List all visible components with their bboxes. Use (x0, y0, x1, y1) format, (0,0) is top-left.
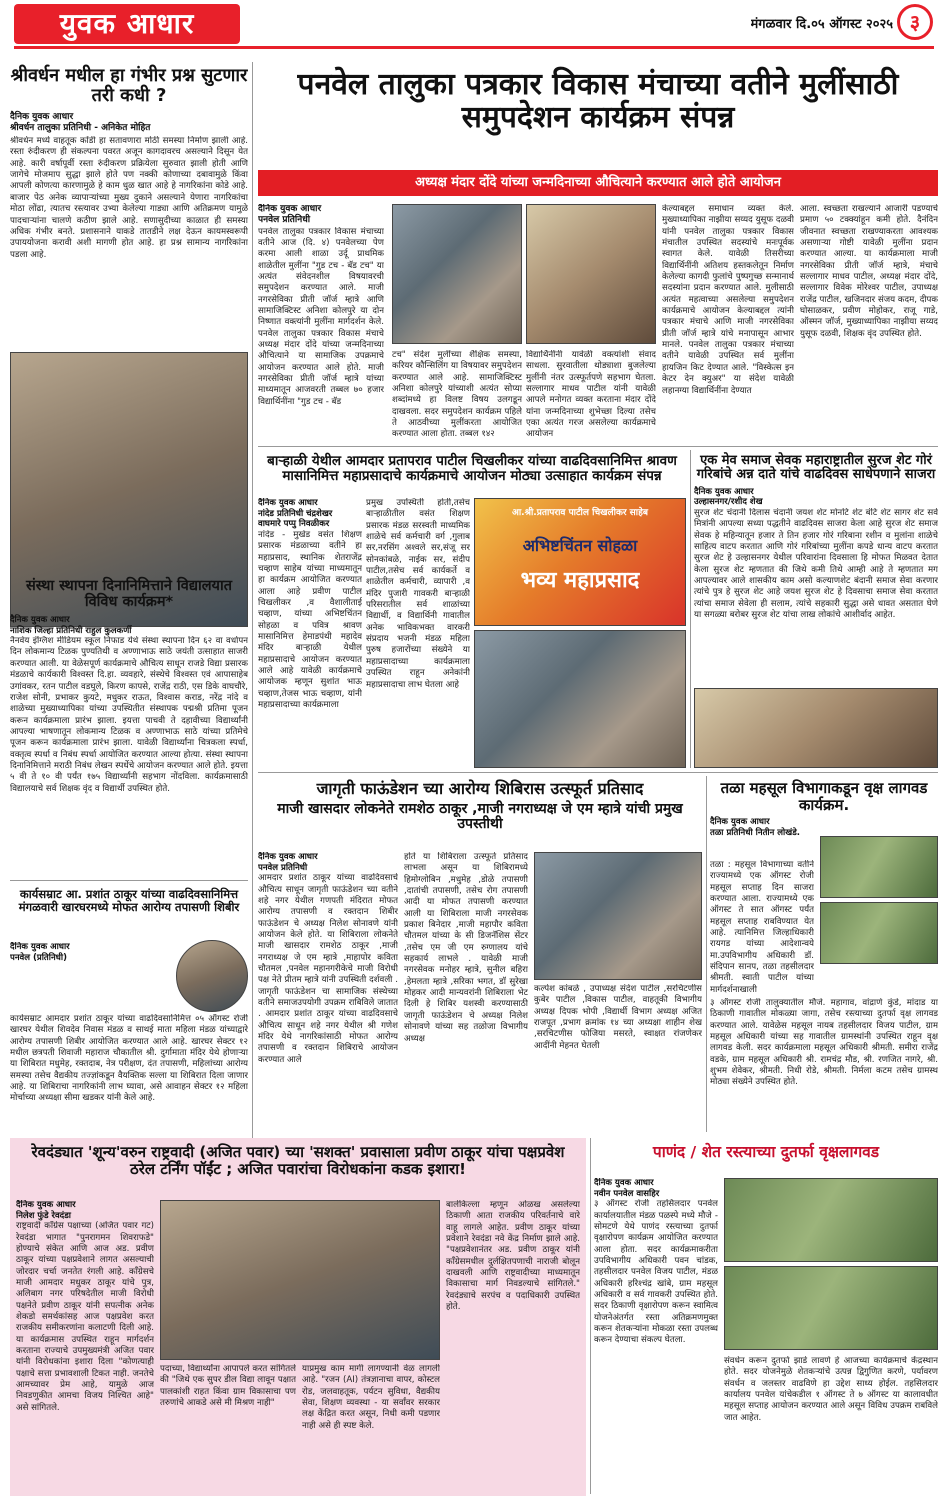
jagruti-byline: दैनिक युवक आधार पनवेल प्रतिनिधी (258, 852, 318, 873)
mahaprasad-byline: दैनिक युवक आधार नांदेड प्रतिनिधी चंद्रशेखर वाघमारे पप्पु निवळीकर (258, 498, 333, 530)
sanstha-body: नैनवेय इंग्लिश मीडियम स्कूल निफाड येथे संस्था स्थापना दिन ६२ वा वर्धापन दिन लोकमान्य टिळक पुण्यतिथी व अण्णाभाऊ साठे जयंती उत्साहात साजरी करण्यात आली. या वेळेसपूर्ण कार्यक्रमाचे औचित्य साधून राजडे विद्या प्रसारक मंडळाचे कार्यकारी विश्वस्त दि.हा. व्यवहारे, संस्थेचे विश्वस्त एवं आपासाहेब उगांवकर, रतन पाटील वडघुले, किरण कापसे, राजेंद्र राठी, एस डिके वाघचौरे, राजेश सोनी, प्रभाकर कुयटे, मधुकर राऊत, विश्वास कराड, नरेंद्र नांदे व शाळेच्या मुख्याध्यापिका यांच्या उपस्थितीत संस्थापक पद्मश्री प्रतिमा पूजन करून कार्यक्रमाला प्रारंभ झाला. इयत्ता पाचवी ते दहावीच्या विद्यार्थ्यांनी आपल्या भाषणातून लोकमान्य टिळक व अण्णाभाऊ साठे यांच्या प्रतिमेचे पूजन करून कार्यक्रमाला प्रारंभ झाला. यावेळी विद्यार्थ्यांना चित्रकला स्पर्धा, वक्तृत्व स्पर्धा व निबंध स्पर्धा आयोजित करण्यात आल्या होत्या. संस्था स्थापना दिनानिमित्ताने मराठी निबंध लेखन स्पर्धेचे आयोजन करण्यात आले होते. इयत्ता ५ वी ते १० वी पर्यंत १७५ विद्यार्थ्यांनी सहभाग नोंदविला. कार्यक्रमासाठी विद्यालयाचे सर्व शिक्षक वृंद व विद्यार्थी उपस्थित होते. (10, 636, 248, 794)
lead-col2-text: टच" संदेश मुलींच्या शैक्षिक समस्या, करियर कौन्सिलिंग या विषयावर समुपदेशन करण्यात आले आहे. सामाजिक्टिस्ट अनिशा कोलपुरे यांच्याशी अत्यंत सोप्या शब्दांमध्ये हा विलष्ट विषय उलगडून दाखवला. सदर समुपदेशन कार्यक्रम पहिले ते आठवीच्या मुलींकरता आयोजित करण्यात आला होता. तब्बल १४२ (392, 350, 522, 440)
health-camp-body: कार्यसम्राट आमदार प्रशांत ठाकूर यांच्या वाढदिवसानिमित्त ०५ ऑगस्ट रोजी खारघर येथील शिवदेव निवास मंडळ व साथई माता महिला मंडळ यांच्याद्वारे आरोग्य तपासणी शिबीर आयोजित करण्यात आले आहे. खारघर सेक्टर १२ मधील छत्रपती शिवाजी महाराज चौकातील श्री. दुर्गामाता मंदिर येथे होणाऱ्या या शिबिरात मधुमेह, रक्तदाब, नेत्र परीक्षण, दंत तपासणी, महिलांच्या आरोग्य समस्या तसेच वैद्यकीय तज्ज्ञांकडून वैयक्तिक सल्ला या शिबिरात दिला जाणार आहे. या शिबिराचा नागरिकांनी लाभ घ्यावा, असे आवाहन सेक्टर १२ महिला मोर्चाच्या अध्यक्षा सीमा खडकर यांनी केले आहे. (10, 1014, 248, 1104)
lead-col5-text: आला. स्वच्छता राखल्याने आजारी पडण्याचे प्रमाण ५० टक्क्यांहून कमी होते. दैनंदिन जीवनात स्वच्छता राखण्याकरता आवश्यक असणाऱ्या गोष्टी यावेळी मुलींना प्रदान करण्यात आल्या. या कार्यक्रमाला माजी नगरसेविका प्रीती जॉर्ज म्हात्रे, मंचाचे सल्लागार माधव पाटील, अध्यक्ष मंदार दोंदे, सल्लागार विवेक मोरेश्वर पाटील, उपाध्यक्ष राजेंद्र पाटील, खजिनदार संजय कदम, दीपक घोसाळकर, प्रवीण मोहोकर, राजू गाडे, ऑस्मन जॉर्ज, मुख्याध्यापिका नाझीया सय्यद युसूफ दळवी, शिक्षक वृंद उपस्थित होते. (800, 204, 938, 339)
column-divider (590, 1138, 591, 1494)
masthead-rule (14, 46, 934, 49)
mahaprasad-title: बाऱ्हाळी येथील आमदार प्रतापराव पाटील चिखलीकर यांच्या वाढदिवसानिमित्त श्रावण मासानिमित्त महाप्रसादाचे कार्यक्रमाचे आयोजन मोठ्या उत्साहात कार्यक्रम संपन्न (267, 453, 677, 484)
lead-col1-text: पनवेल तालुका पत्रकार विकास मंचाच्या वतीने आज (दि. ४) पनवेलच्या पेण करमा आली शाळा उर्दू प्राथमिक शाळेतील मुलींना "गुड टच - बॅड टच" या अत्यंत संवेदनशील विषयावरची समुपदेशन करण्यात आले. माजी नगरसेविका प्रीती जॉर्ज म्हात्रे आणि सामाजिक्टिस्ट अनिशा कोलपुरे या दोन निष्णात वक्त्यांनी मुलींना मार्गदर्शन केले. पनवेल तालुका पत्रकार विकास मंचाचे अध्यक्ष मंदार दोंदे यांच्या जन्मदिनाच्या औचित्याने या सामाजिक उपक्रमाचे आयोजन करण्यात आले होते. माजी नगरसेविका प्रीती जॉर्ज म्हात्रे यांच्या माध्यमातून आजवरती तब्बल ७० हजार विद्यार्थिनींना "गुड टच - बॅड (258, 226, 384, 407)
paand-title: पाणंद / शेत रस्त्याच्या दुतर्फा वृक्षलागवड (652, 1143, 880, 1161)
lead-title: पनवेल तालुका पत्रकार विकास मंचाच्या वतीने मुलींसाठी समुपदेशन कार्यक्रम संपन्न (297, 67, 899, 135)
photo-tala-plantation-1 (820, 836, 938, 898)
photo-event-group (392, 204, 522, 344)
story-byline: दैनिक युवक आधार श्रीवर्धन तालुका प्रतिनिधी - अनिकेत मोहित (10, 111, 151, 133)
lead-col3-text: विद्यार्थिनींनी यावेळी वक्त्यांशी संवाद साधला. सुरवातीला थोड्याशा बुजलेल्या मुलींनी नंतर उत्स्फूर्तपणे सहभाग घेतला. सल्लागार माधव पाटील यांनी यावेळी आपले मनोगत व्यक्त करताना मंदार दोंदे यांना जन्मदिनाच्या शुभेच्छा दिल्या तसेच एका अत्यंत गरज असलेल्या कार्यक्रमाचे आयोजन (526, 350, 656, 440)
photo-paand-group (724, 1178, 938, 1262)
photo-tala-plantation-2 (820, 902, 938, 964)
photo-health-camp (534, 852, 702, 980)
poster-text-1: आ.श्री.प्रतापराव पाटील चिखलीकर साहेब (511, 508, 649, 518)
jagruti-col2-text: होते या शिबिराला उत्स्फूर्त प्रतिसाद लाभला असून या शिबिरामध्ये हिमोग्लोबिन ,मधुमेह ,डोळे तपासणी ,दातांची तपासणी, तसेच रोग तपासणी आदी या मोफत तपासणी करण्यात आली या शिबिराला माजी नगरसेवक प्रकाश बिनेदार ,माजी महापौर कविता चौतमल यांच्या के सी डिजनॅशिस सेंटर ,तसेच एम जी एम रुग्णालय यांचे सहकार्य लाभले . यावेळी माजी नगरसेवक मनोहर म्हात्रे, सुनील बहिरा ,हेमलता म्हात्रे ,सरिका भगत, डॉ सुरेखा मोहकर आदी मान्यवरांनी शिबिराला भेट दिली हे शिबिर यशस्वी करण्यासाठी जागृती फाऊंडेशन चे अध्यक्ष निलेश सोनावणे यांच्या सह तळोजा विभागीय अध्यक्ष (404, 852, 528, 1044)
lead-banner: अध्यक्ष मंदार दोंदे यांच्या जन्मदिनाच्या औचित्याने करण्यात आले होते आयोजन (258, 170, 938, 196)
column-divider (690, 450, 691, 768)
photo-suraj-celebration (694, 688, 938, 768)
health-camp-title: कार्यसम्राट आ. प्रशांत ठाकूर यांच्या वाढदिवसानिमित्त मंगळवारी खारघरमध्ये मोफत आरोग्य तपासणी शिबीर (18, 887, 240, 914)
section-divider (258, 772, 938, 773)
jagruti-col3-text: कल्पेश कांबळे , उपाध्यक्ष संदेश पाटील ,सरचिटणीस कुबेर पाटील ,विकास पाटील, वाहतूकी विभागीय अध्यक्ष दिपक भोपी ,विद्यार्थी विभाग अध्यक्ष अजित राजपूत ,प्रभाग क्रमांक १४ च्या अध्यक्षा शाहीन शेख ,सरचिटणीस फोजिया मसरते, स्वाक्षत रांजणेकर आदींनी मेहनत घेतली (534, 984, 702, 1051)
paand-col1 (594, 1178, 718, 1494)
section-divider (10, 880, 248, 881)
ncp-col2-text: पदाच्या, विद्यार्थ्यांना आपापले करत सांगितले की "जिथे एक सुपर डील विद्या लावून पक्षात पालकांशी राहत किंवा ग्राम विकासाचा पण तरुणांचे आकडे असे मी मिश्रण नाही" (160, 1364, 296, 1409)
tala-title: तळा महसूल विभागाकडून वृक्ष लागवड कार्यक्रम. (720, 779, 928, 814)
lead-story (258, 62, 938, 482)
poster-text-2: अभिष्टचिंतन सोहळा (522, 536, 638, 555)
suraj-body: सुरज शेट चंदानी दिलास चंदानी जयश शेट मोनटि शेट बंटि शेट सागर शेट सर्व मित्रांनी आपल्या सध्या पद्धतीने वाढदिवस साजरा केला आहे सुरज शेट समाज सेवक हे महिन्यातून हजार ते तिन हजार गोरं गरिबाना रशीन व मुलांना शाळेचे साहित्य वाटप करतात आणि गोरं गरिबांच्या मुलींना कपडे धान्य वाटप करतात सुरज शेट हे उल्हासनगर येथील परिवारांना दिवसाला हि मोफत मिळवत देतात केला सुरज शेट म्हणतात की जिथे कमी तिथे आम्ही आहे ते म्हणतात मग आपल्यावर आले शासकीय काम असो कल्याणशेट बंदानी समाज सेवा करणार त्यांचे पुत्र हे सुरज शेट आहे जयश सुरज शेट हे दिवसाचा समाज सेवा करतात त्यांचा समाज सेवेला ही सलाम, त्यांचे सहकारी सुद्धा असे धावत असतात घेणे या सगळ्या बरोबर सुरज शेट यांचा लाख लोकांचे आशीर्वाद आहेत. (694, 507, 938, 620)
story-sanstha (10, 575, 248, 875)
photo-mahaprasad-crowd (474, 630, 686, 768)
newspaper-logo: युवक आधार (14, 4, 240, 44)
tala-col1-text: तळा : महसूल विभागाच्या वतीने राज्यामध्ये एक ऑगस्ट रोजी महसूल सप्ताह दिन साजरा करण्यात आला. राज्यामध्ये एक ऑगस्ट ते सात ऑगस्ट पर्यंत महसूल सप्ताह राबविण्यात येत आहे. त्यानिमित्त जिल्हाधिकारी रायगड यांच्या आदेशान्वये मा.उपविभागीय अधिकारी डॉ. संदिपान सानप, तळा तहसीलदार श्रीमती. स्वाती पाटील यांच्या मार्गदर्शनाखाली (710, 860, 814, 995)
photo-ncp-event (160, 1200, 440, 1360)
issue-date: मंगळवार दि.०५ ऑगस्ट २०२५ (750, 17, 893, 32)
sanstha-byline: दैनिक युवक आधार नाशिक जिल्हा प्रतिनिधी राहुल कुलकर्णी (10, 614, 132, 636)
tala-col2-text: ३ ऑगस्ट रोजी तालुक्यातील मौजे. महागाव, वांद्राणे कुंडे, मांदाड या ठिकाणी गावातील मोकळ्या जागा, तसेच रस्त्याच्या दुतर्फा वृक्ष लागवड करण्यात आले. यावेळेस महसूल नायब तहसीलदार विजय पाटील, ग्राम महसूल अधिकारी यांच्या सह गावातील ग्रामस्थांनी उपस्थित राहून वृक्ष लागवड केली. सदर कार्यक्रमाला महसूल अधिकारी श्रीमती. समीरा राजेंद्र वडके, ग्राम महसूल अधिकारी श्री. रामचंद्र मौड, श्री. रणजित नागरे, श्री. शुभम शेवेकर, श्रीमती. निधी रोडे, श्रीमती. निर्मला कटम तसेच ग्रामस्थ मोठ्या संख्येने उपस्थित होते. (710, 998, 938, 1088)
mahaprasad-col1 (258, 498, 362, 768)
story-jagruti (258, 776, 702, 1136)
page-number: ३ (897, 4, 933, 40)
health-camp-byline: दैनिक युवक आधार पनवेल (प्रतिनिधी) (10, 942, 70, 963)
suraj-byline: दैनिक युवक आधार उल्हासनगर/रशीद शेख (694, 486, 763, 508)
story-suraj-shet (694, 450, 938, 770)
story-title: श्रीवर्धन मधील हा गंभीर प्रश्न सुटणार तरी कधी ? (10, 65, 248, 106)
ncp-byline: दैनिक युवक आधार निलेश फुंडे रेवदंडा (16, 1200, 76, 1221)
ncp-col1 (16, 1200, 154, 1492)
jagruti-col1 (258, 852, 398, 1136)
sanstha-title: संस्था स्थापना दिनानिमित्ताने विद्यालयात विविध कार्यक्रम* (25, 578, 232, 610)
suraj-title: एक मेव समाज सेवक महाराष्ट्रातील सुरज शेट गोरं गरिबांचे अन्न दाते यांचे वाढदिवस साधेपणाने साजरा (696, 453, 936, 483)
paand-byline: दैनिक युवक आधार नवीन पनवेल वासहिर (594, 1178, 660, 1199)
poster-text-3: भव्य महाप्रसाद (520, 568, 640, 593)
ncp-title: रेवदंड्यात 'शून्य'वरुन राष्ट्रवादी (अजित पवार) च्या 'सशक्त' प्रवासाला प्रवीण ठाकूर यांचा पक्षप्रवेश ठरेल टर्निंग पॉईंट ; अजित पवारांचा विरोधकांना कडक इशारा! (31, 1143, 565, 1178)
mahaprasad-col2-text: प्रमुख उपस्थिती होती,तसेच बाऱ्हाळीतील वसंत शिक्षण प्रसारक मंडळ सरस्वती माध्यमिक शाळेचे सर्व कर्मचारी वर्ग ,गुलाब सर,नरसिंग अश्वले सर,संजू सर सोनकांबळे, नाईक सर, संदीप पाटील,तसेच सर्व कार्यकर्ते व शाळेतील कर्मचारी, व्यापारी ,व मंदिर पुजारी गावकरी बाऱ्हाळी परिसरातील सर्व शाळांच्या विद्यार्थी, व विद्यार्थिनी गावातील अनेक भाविकभक्त वारकरी संप्रदाय भजनी मंडळ महिला पुरुष हजारोंच्या संख्येने या महाप्रसादाच्या कार्यक्रमाला उपस्थित राहून अनेकांनी महाप्रसादाचा लाभ घेतला आहे (366, 498, 470, 690)
story-mahaprasad (258, 450, 686, 770)
mahaprasad-poster (474, 498, 686, 626)
photo-prashant-thakur (176, 940, 248, 1012)
health-camp-text-wrap (10, 942, 170, 1012)
ncp-col3-text: याप्रमुख काम मागी लागण्यानी वेळ लागली आहे. "रजन (AI) तंत्रज्ञानाचा वापर, कोस्टल रोड, जलवाहतूक, पर्यटन सुविधा, वैद्यकीय सेवा, शिक्षण व्यवस्था - या सर्वांवर सरकार लक्ष केंद्रित करत असून, निधी कमी पडणार नाही असे ही स्पष्ट केले. (302, 1364, 440, 1431)
mahaprasad-col1-text: नांदेड - मुखेड वसंत शिक्षण प्रसारक मंडळाच्या वतीने हा महाप्रसाद, स्थानिक शेतराजेंद्र चव्हाण साहेब यांच्या माध्यमातून हा कार्यक्रम आयोजित करण्यात आला आहे प्रवीण पाटील चिखलीकर ,व वैशालीताई चव्हाण, यांच्या अभिष्टचिंतन सोहळा व पवित्र श्रावण मासानिमित्त हेमाडपंथी महादेव मंदिर बाऱ्हाळी येथील महाप्रसादाचे आयोजन करण्यात आले आहे यावेळी कार्यक्रमाचे आयोजक म्हणून सुशांत भाऊ चव्हाण,तेजस भाऊ चव्हाण, यांनी महाप्रसादाच्या कार्यक्रमाला (258, 529, 362, 711)
column-divider (706, 776, 707, 1132)
jagruti-col1-text: आमदार प्रशांत ठाकूर यांच्या वाढदिवसाचे औचित्य साधून जागृती फाऊंडेशन च्या वतीने शहे नगर येथील गणपती मंदिरात मोफत आरोग्य तपासणी व रक्तदान शिबीर फाऊंडेशन चे अध्यक्ष निलेश सोनावणे यांनी आयोजन केले होते. या शिबिराला लोकनेते माजी खासदार रामशेठ ठाकूर ,माजी नगराध्यक्ष जे एम म्हात्रे ,माहापोर कविता चौतमल ,पनवेल महानगरीकेचे माजी विरोधी पक्ष नेते प्रीतम म्हात्रे यांनी उपस्थिती दर्शवली . जागृती फाऊंडेशन चा सामाजिक संस्थेच्या वतीने समाजउपयोगी उपक्रम राबिविले जातात . आमदार प्रशांत ठाकूर यांच्या वाढदिवसाचे औचित्य साधून शहे नगर येथील श्री गणेश मंदिर येथे नागरिकांसाठी मोफत आरोग्य तपासणी व रक्तदान शिबिराचे आयोजन करण्यात आले (258, 873, 398, 1065)
ncp-col1-text: राष्ट्रवादी काँग्रेस पक्षाच्या (अजित पवार गट) रेवदंडा भागात "पुनरागमन शिवराफडे" होण्याचे संकेत आणि आज अड. प्रवीण ठाकूर यांच्या पक्षप्रवेशाने लागत असल्याची जोरदार चर्चा जनतेत रंगली आहे. कॉंग्रेसचे माजी आमदार मधुकर ठाकूर यांचे पुत्र, अलिबाग नगर परिषदेतील माजी विरोधी पक्षनेते प्रवीण ठाकूर यांनी सपत्नीक अनेक शेकडो समर्थकांसह आज पक्षप्रवेश करत राजकीय समीकरणांना कलाटणी दिली आहे. या कार्यक्रमास उपस्थित राहून मार्गदर्शन करताना राज्याचे उपमुख्यमंत्री अजित पवार यांनी विरोधकांना इशारा दिला "कोणत्याही पक्षाचे सत्ता प्रभावशाली टिकत नाही. जनतेचे आमच्यावर प्रेम आहे, यामुळे आज निवडणुकीत आमचा विजय निश्चित आहे" असे सांगितले. (16, 1221, 154, 1413)
lead-col4-text: केल्याबद्दल समाधान व्यक्त केले. मुख्याध्यापिका नाझीया सय्यद युसूफ दळवी यांनी पनवेल तालुका पत्रकार विकास मंचातील उपस्थित सदस्यांचे मनःपूर्वक स्वागत केले. यावेळी तिसरीच्या विद्यार्थिनींनी अतिशय हस्तकलेतून निर्माण केलेल्या कागदी फुलांचे पुष्पगुच्छ सन्मानार्थ सदस्यांना प्रदान करण्यात आले. मुलीसाठी अत्यंत महत्वाच्या असलेल्या समुपदेशन कार्यक्रमाचे आयोजन केल्याबद्दल त्यांनी पत्रकार मंचाचे आणि माजी नगरसेविका प्रीती जॉर्ज म्हात्रे यांचे मनापासून आभार मानले. पनवेल तालुका पत्रकार मंचाच्या वतीने यावेळी उपस्थित सर्व मुलींना हायजिन किट देण्यात आले. "विस्केत्स इन केटर देन क्युअर" या संदेश यावेळी लहानग्या विद्यार्थिनींना देण्यात (662, 204, 794, 396)
lead-col-1 (258, 204, 384, 482)
ncp-col4-text: बालेकिल्ला म्हणून ओळख असलेल्या ठिकाणी आता राजकीय परिवर्तनाचे वारे वाहू लागले आहेत. प्रवीण ठाकूर यांच्या प्रवेशाने रेवदंडा नवे केंद्र निर्माण झाले आहे. "पक्षप्रवेशानंतर अड. प्रवीण ठाकूर यांनी कॉंग्रेसमधील दुर्लक्षितपणाची नाराजी बोलून दाखवली आणि राष्ट्रवादीच्या माध्यमातून विकासाचा मार्ग निवडल्याचे सांगितले." रेवदंड्याचे सरपंच व पदाधिकारी उपस्थित होते. (446, 1200, 580, 1313)
story-tala (710, 776, 938, 1136)
story-body: श्रीवर्धन मध्ये वाहतूक कोंडी हा सतावणारा मोठी समस्या निर्माण झाली आहे. रस्ता रुंदीकरण ही संकल्पना पवरत अजून कागदावरच असल्याने दिसून येत आहे. कारी वर्षापूर्वी रस्ता रुंदीकरण प्रक्रियेला सुरुवात झाली होती आणि जागेचे मोजमाप सुद्धा झाले होते पण नक्की कोणाच्या दबावामुळे किंवा आपली कोणत्या कारणामुळे हे काम धुळ खात आहे हे नागरिकांना कोडे आहे. बाजार पेठ अनेक व्यापाऱ्यांच्या मुख्य दुकाने असल्याने येणारा नागरिकांचा मोठा लोंढा, त्यातच रस्त्यावर उभ्या केलेल्या गाड्या आणि अतिक्रमण यामुळे पादचाऱ्यांना चालणे कठीण झाले आहे. सणासुदीच्या काळात ही समस्या अधिक गंभीर बनते. प्रशासनाने याकडे तातडीने लक्ष देऊन कायमस्वरूपी उपाययोजना करावी अशी मागणी होत आहे. हा प्रश्न सामान्य नागरिकांना पडला आहे. (10, 136, 248, 260)
tala-byline: दैनिक युवक आधार तळा प्रतिनिधी नितीन लोखंडे. (710, 817, 800, 838)
story-health-camp (10, 884, 248, 1134)
photo-paand-road (724, 1266, 938, 1350)
jagruti-title-2: माजी खासदार लोकनेते रामशेठ ठाकूर ,माजी नगराध्यक्ष जे एम म्हात्रे यांची प्रमुख उपस्तीथी (277, 800, 683, 832)
section-divider (258, 446, 938, 447)
paand-col2-text: संवर्धन करून दुतर्फा झाडे लावणे हे आजच्या कार्यक्रमाचे केंद्रस्थान होते. सदर योजनेमुळे शेतकऱ्यांचे उत्पन्न द्विगुणित करणे, पर्यावरण संवर्धन व जलस्तर वाढविणे हा उद्देश साध्य होईल. तहसिलदार कार्यालय पनवेल यांचेकडील १ ऑगस्ट ते ७ ऑगस्ट या कालावधीत महसूल सप्ताह आयोजन करण्यात आले असून विविध उपक्रम राबविले जात आहेत. (724, 1356, 938, 1423)
column-divider (252, 62, 253, 1222)
lead-byline: दैनिक युवक आधार पनवेल प्रतिनिधी (258, 204, 322, 226)
story-ncp-revdanda (10, 1138, 586, 1496)
story-paand (594, 1138, 938, 1496)
photo-students (526, 204, 656, 344)
jagruti-title-1: जागृती फाऊंडेशन च्या आरोग्य शिबिरास उत्स्फूर्त प्रतिसाद (316, 779, 644, 798)
masthead (0, 0, 945, 58)
paand-col1-text: ३ ऑगस्ट रोजी तहसिलदार पनवेल कार्यालयातील मंडळ पळस्पे मध्ये मौजे - सोमटणे येथे पाणंद रस्त्याच्या दुतर्फा वृक्षारोपण कार्यक्रम आयोजित करण्यात आला होता. सदर कार्यक्रमाकरीता उपविभागीय अधिकारी पवन चांडक, तहसीलदार पनवेल विजय पाटील, मंडळ अधिकारी हरिश्चंद्र खांबे, ग्राम महसूल अधिकारी व सर्व गावकरी उपस्थित होते. सदर ठिकाणी वृक्षारोपण करून स्वामित्व योजनेअंतर्गत रस्ता अतिक्रमणमुक्त करून शेतकऱ्यांना मोकळा रस्ता उपलब्ध करून देण्याचा संकल्प घेतला. (594, 1199, 718, 1346)
